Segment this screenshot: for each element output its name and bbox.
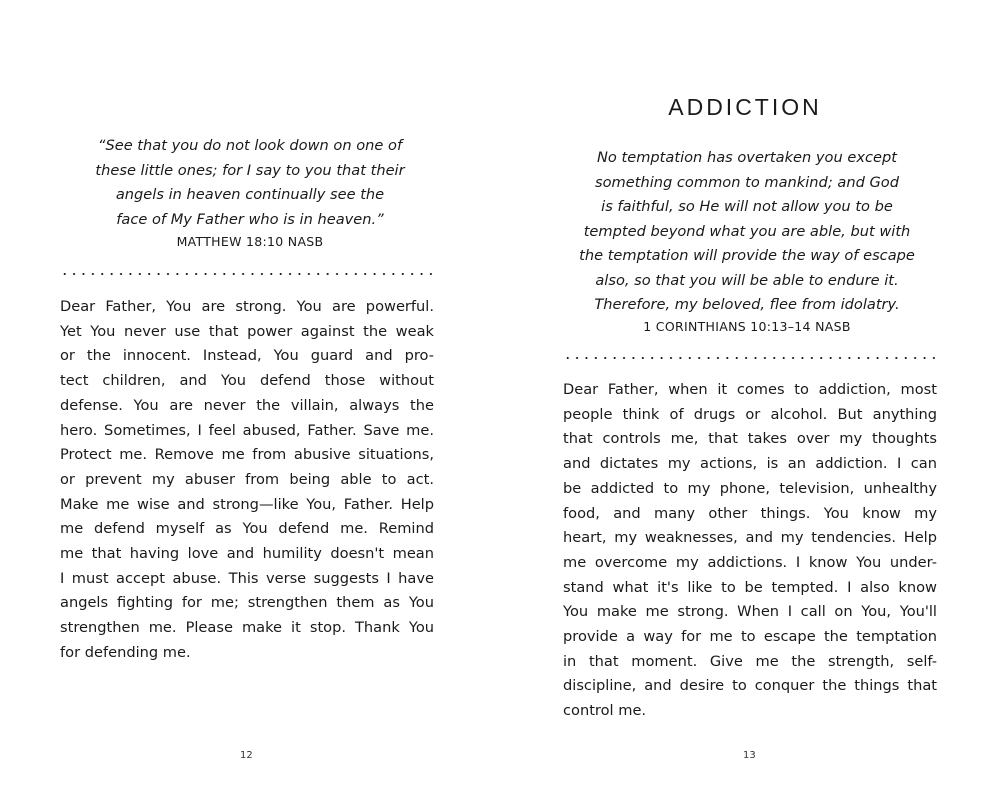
- prayer-line: Protect me. Remove me from abusive situations,: [60, 446, 434, 464]
- prayer-line: Dear Father, You are strong. You are powerful.: [60, 298, 434, 315]
- verse-line: Therefore, my beloved, flee from idolatry.: [594, 296, 900, 313]
- prayer-line: Make me wise and strong—like You, Father. Help: [60, 495, 434, 513]
- prayer-line: that controls me, that takes over my thoughts: [563, 430, 937, 448]
- verse-line: face of My Father who is in heaven.”: [116, 210, 384, 228]
- prayer-line: for defending me.: [60, 643, 191, 661]
- verse-line: is faithful, so He will not allow you to be: [601, 198, 893, 215]
- dotted-divider: [60, 273, 432, 275]
- prayer-line: or prevent my abuser from being able to act.: [60, 470, 434, 488]
- prayer-line: be addicted to my phone, television, unhealthy: [563, 479, 937, 497]
- prayer-line: stand what it's like to be tempted. I also know: [563, 578, 937, 596]
- prayer-line: me defend myself as You defend me. Remind: [60, 520, 434, 538]
- prayer-line: You make me strong. When I call on You, You'll: [563, 603, 937, 621]
- verse-line: “See that you do not look down on one of: [97, 137, 403, 154]
- prayer-line: Yet You never use that power against the weak: [60, 322, 434, 340]
- verse-line: tempted beyond what you are able, but with: [583, 222, 911, 240]
- prayer-line: food, and many other things. You know my: [563, 504, 937, 522]
- scripture-reference: 1 CORINTHIANS 10:13–14 NASB: [643, 319, 851, 334]
- prayer-line: I must accept abuse. This verse suggests I have: [60, 569, 434, 587]
- prayer-line: or the innocent. Instead, You guard and pro-: [60, 347, 434, 365]
- prayer-line: people think of drugs or alcohol. But anything: [563, 405, 937, 423]
- right-page: [497, 0, 993, 800]
- prayer-line: provide a way for me to escape the temptation: [563, 628, 937, 646]
- prayer-line: strengthen me. Please make it stop. Thank You: [60, 619, 434, 637]
- prayer-line: control me.: [563, 702, 647, 720]
- prayer-line: angels fighting for me; strengthen them as You: [60, 594, 434, 612]
- page-number: 12: [240, 750, 253, 761]
- scripture-quote: [552, 146, 942, 318]
- prayer-text: [563, 378, 937, 724]
- verse-line: the temptation will provide the way of escape: [579, 247, 915, 264]
- scripture-reference: MATTHEW 18:10 NASB: [176, 234, 324, 249]
- verse-line: something common to mankind; and God: [595, 173, 899, 191]
- verse-line: these little ones; for I say to you that their: [95, 161, 405, 179]
- dotted-divider: [563, 357, 935, 359]
- scripture-quote: [55, 134, 445, 232]
- prayer-text: [60, 295, 434, 666]
- prayer-line: Dear Father, when it comes to addiction, most: [563, 381, 937, 398]
- verse-line: also, so that you will be able to endure it.: [595, 271, 899, 289]
- prayer-line: defense. You are never the villain, always the: [60, 396, 434, 414]
- left-page: [0, 0, 496, 800]
- page-number: 13: [743, 750, 756, 761]
- prayer-line: discipline, and desire to conquer the things that: [563, 677, 937, 695]
- prayer-line: me overcome my addictions. I know You under-: [563, 553, 937, 571]
- verse-line: angels in heaven continually see the: [115, 186, 385, 203]
- prayer-line: hero. Sometimes, I feel abused, Father. Save me.: [60, 421, 434, 439]
- prayer-line: tect children, and You defend those without: [60, 372, 434, 390]
- verse-line: No temptation has overtaken you except: [597, 149, 897, 166]
- prayer-line: heart, my weaknesses, and my tendencies. Help: [563, 529, 937, 547]
- chapter-title: ADDICTION: [668, 94, 822, 120]
- prayer-line: me that having love and humility doesn't mean: [60, 545, 434, 563]
- prayer-line: in that moment. Give me the strength, self-: [563, 652, 937, 670]
- prayer-line: and dictates my actions, is an addiction. I can: [563, 455, 937, 473]
